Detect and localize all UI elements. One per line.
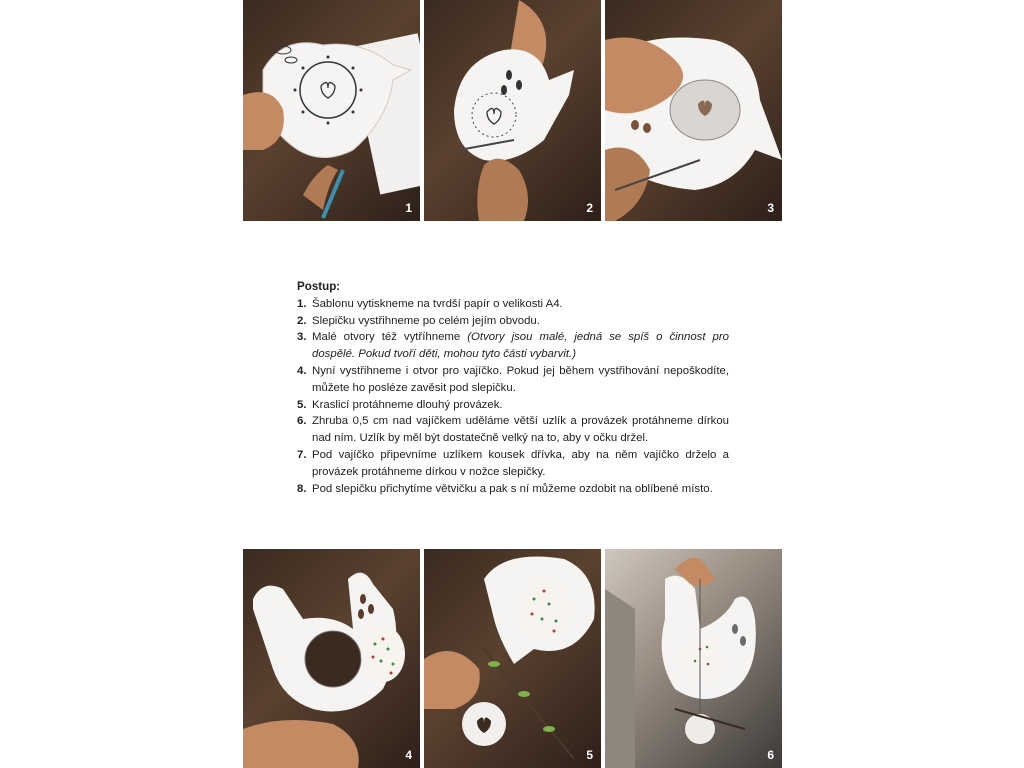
- photo-step-5: [424, 549, 601, 768]
- photo-row-top: [243, 0, 782, 221]
- paper-hen-template-illustration: [243, 0, 420, 221]
- cutting-egg-hole-illustration: [605, 0, 782, 221]
- step-item-6: [297, 413, 729, 447]
- step-text: Pod vajíčko připevníme uzlíkem kousek dřívka, aby na něm vajíčko drželo a provázek protáhneme dírkou v nožce slepičky.: [312, 448, 729, 478]
- photo-number: 4: [405, 748, 412, 762]
- step-number: 1.: [297, 297, 307, 310]
- step-item-1: [297, 296, 729, 313]
- cutting-hen-illustration: [424, 0, 601, 221]
- step-number: 2.: [297, 314, 307, 327]
- step-item-2: [297, 313, 729, 330]
- step-text: Kraslicí protáhneme dlouhý provázek.: [312, 398, 503, 411]
- step-item-3: [297, 329, 729, 363]
- step-text: Šablonu vytiskneme na tvrdší papír o velikosti A4.: [312, 297, 563, 310]
- step-text: Nyní vystřihneme i otvor pro vajíčko. Pokud jej během vystřihování nepoškodíte, můžete ho posléze zavěsit pod slepičku.: [312, 364, 729, 394]
- photo-step-6: [605, 549, 782, 768]
- step-note: (Otvory jsou malé, jedná se spíš o činnost pro dospělé. Pokud tvoří děti, mohou tyto části vybarvit.): [312, 331, 729, 361]
- egg-and-twig-illustration: [424, 549, 601, 768]
- step-text: Slepičku vystřihneme po celém jejím obvodu.: [312, 314, 540, 327]
- step-text: Zhruba 0,5 cm nad vajíčkem uděláme větší uzlík a provázek protáhneme dírkou nad ním. Uzlík by měl být dostatečně velký na to, aby v očku držel.: [312, 415, 729, 445]
- step-item-7: [297, 447, 729, 481]
- step-number: 6.: [297, 415, 307, 428]
- photo-step-1: [243, 0, 420, 221]
- photo-number: 2: [586, 201, 593, 215]
- step-item-8: [297, 481, 729, 498]
- procedure-block: [297, 279, 729, 497]
- photo-number: 1: [405, 201, 412, 215]
- photo-number: 6: [767, 748, 774, 762]
- procedure-title: Postup:: [297, 280, 341, 293]
- hanging-hen-decoration-illustration: [605, 549, 782, 768]
- step-number: 8.: [297, 482, 307, 495]
- step-number: 7.: [297, 448, 307, 461]
- step-item-4: [297, 363, 729, 397]
- step-number: 3.: [297, 331, 307, 344]
- hen-with-egg-illustration: [243, 549, 420, 768]
- photo-step-4: [243, 549, 420, 768]
- photo-number: 5: [586, 748, 593, 762]
- step-text: Pod slepičku přichytíme větvičku a pak s ní můžeme ozdobit na oblíbené místo.: [312, 482, 713, 495]
- step-item-5: [297, 397, 729, 414]
- photo-step-3: [605, 0, 782, 221]
- photo-step-2: [424, 0, 601, 221]
- step-number: 5.: [297, 398, 307, 411]
- procedure-steps: [297, 296, 729, 498]
- photo-row-bottom: [243, 549, 782, 768]
- step-number: 4.: [297, 364, 307, 377]
- step-text: Malé otvory též vytříhneme: [312, 331, 468, 344]
- photo-number: 3: [767, 201, 774, 215]
